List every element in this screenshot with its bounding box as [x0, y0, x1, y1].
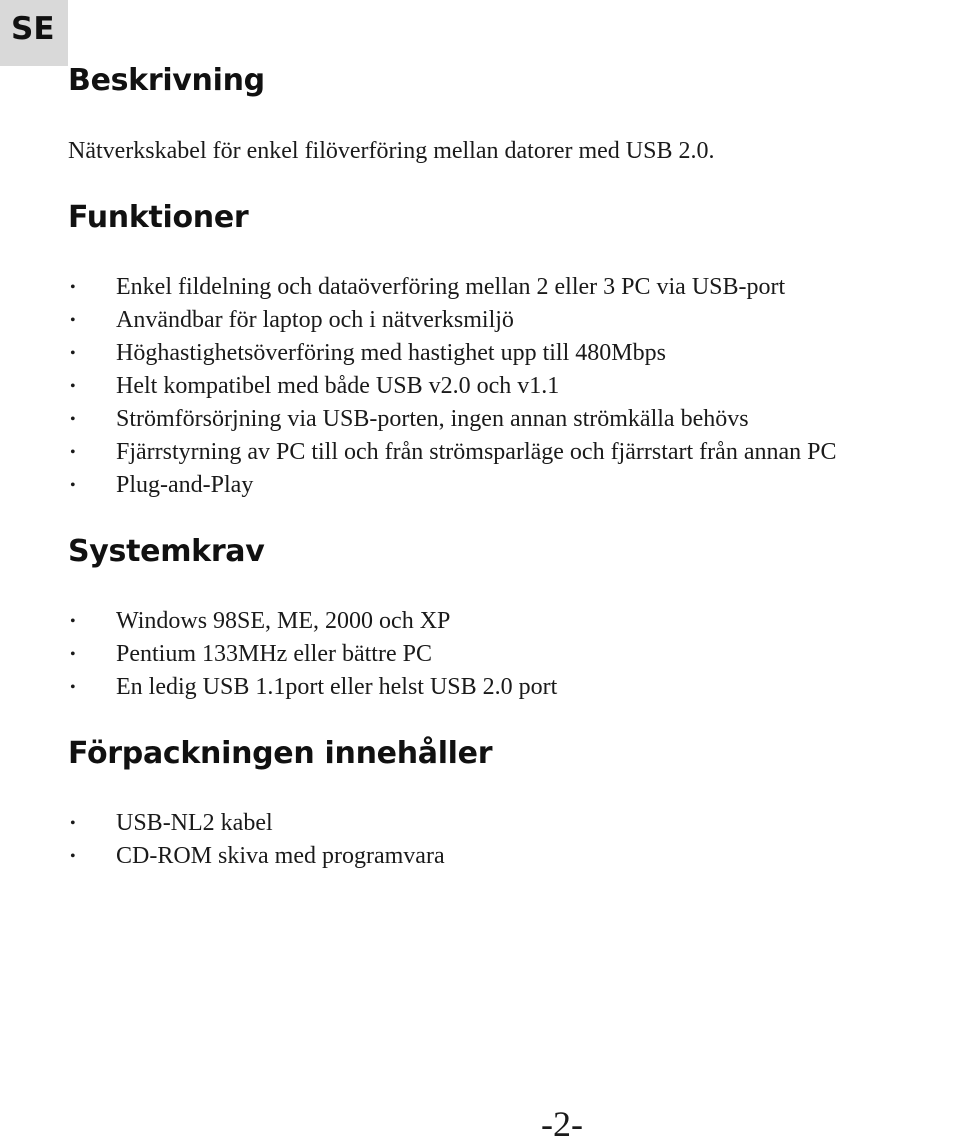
- requirements-list: [68, 605, 557, 704]
- bullet-icon: •: [70, 411, 76, 428]
- description-text: Nätverkskabel för enkel filöverföring mellan datorer med USB 2.0.: [68, 138, 715, 164]
- bullet-icon: •: [70, 312, 76, 329]
- bullet-icon: •: [70, 444, 76, 461]
- description-heading: Beskrivning: [68, 63, 265, 98]
- package-heading: Förpackningen innehåller: [68, 736, 493, 771]
- list-item: • Plug-and-Play: [68, 469, 836, 502]
- features-list: [68, 271, 836, 502]
- features-heading: Funktioner: [68, 200, 249, 235]
- bullet-icon: •: [70, 848, 76, 865]
- bullet-icon: •: [70, 646, 76, 663]
- language-tab: SE: [0, 0, 68, 66]
- package-list: [68, 807, 445, 873]
- requirements-heading: Systemkrav: [68, 534, 265, 569]
- bullet-icon: •: [70, 477, 76, 494]
- list-item: • USB-NL2 kabel: [68, 807, 445, 840]
- bullet-icon: •: [70, 815, 76, 832]
- list-item: • Pentium 133MHz eller bättre PC: [68, 638, 557, 671]
- list-item: • En ledig USB 1.1port eller helst USB 2.0 port: [68, 671, 557, 704]
- list-item: • CD-ROM skiva med programvara: [68, 840, 445, 873]
- list-item: • Användbar för laptop och i nätverksmiljö: [68, 304, 836, 337]
- page-number: -2-: [541, 1104, 583, 1144]
- list-item: • Fjärrstyrning av PC till och från strömsparläge och fjärrstart från annan PC: [68, 436, 836, 469]
- bullet-icon: •: [70, 613, 76, 630]
- list-item: • Strömförsörjning via USB-porten, ingen annan strömkälla behövs: [68, 403, 836, 436]
- list-item: • Windows 98SE, ME, 2000 och XP: [68, 605, 557, 638]
- list-item: • Höghastighetsöverföring med hastighet upp till 480Mbps: [68, 337, 836, 370]
- list-item: • Helt kompatibel med både USB v2.0 och v1.1: [68, 370, 836, 403]
- bullet-icon: •: [70, 378, 76, 395]
- bullet-icon: •: [70, 679, 76, 696]
- bullet-icon: •: [70, 279, 76, 296]
- list-item: • Enkel fildelning och dataöverföring mellan 2 eller 3 PC via USB-port: [68, 271, 836, 304]
- bullet-icon: •: [70, 345, 76, 362]
